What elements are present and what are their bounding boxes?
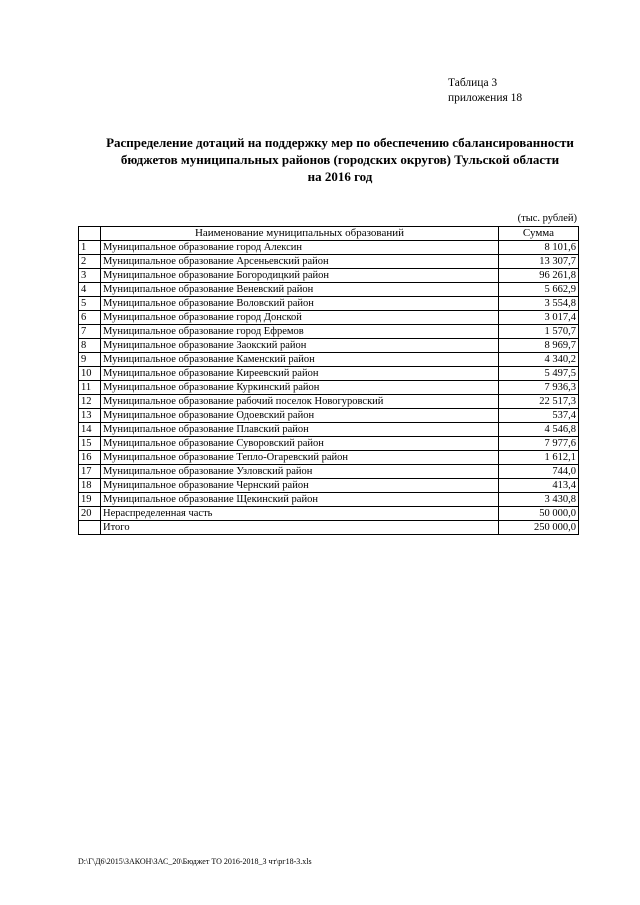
row-number: 18 [79, 479, 101, 493]
row-number: 11 [79, 381, 101, 395]
table-reference [448, 76, 578, 106]
row-number: 9 [79, 353, 101, 367]
row-name: Итого [101, 521, 499, 535]
file-path-footer: D:\Г\Д6\2015\ЗАКОН\ЗАС_20\Бюджет ТО 2016-2018_3 чт\рг18-3.xls [78, 857, 312, 866]
row-number: 17 [79, 465, 101, 479]
table-header-row [79, 227, 579, 241]
row-number: 16 [79, 451, 101, 465]
row-name: Муниципальное образование город Алексин [101, 241, 499, 255]
row-name: Муниципальное образование рабочий поселок Новогуровский [101, 395, 499, 409]
table-row [79, 409, 579, 423]
table-body [79, 241, 579, 535]
row-sum: 8 101,6 [499, 241, 579, 255]
row-number: 19 [79, 493, 101, 507]
row-name: Муниципальное образование Киреевский район [101, 367, 499, 381]
row-number: 6 [79, 311, 101, 325]
table-row [79, 325, 579, 339]
row-sum: 3 430,8 [499, 493, 579, 507]
row-sum: 413,4 [499, 479, 579, 493]
table-row [79, 507, 579, 521]
table-row [79, 367, 579, 381]
table-row [79, 521, 579, 535]
row-name: Муниципальное образование город Ефремов [101, 325, 499, 339]
title-line-2: бюджетов муниципальных районов (городских округов) Тульской области [120, 152, 560, 167]
row-name: Муниципальное образование Заокский район [101, 339, 499, 353]
row-number: 15 [79, 437, 101, 451]
row-number: 8 [79, 339, 101, 353]
row-sum: 96 261,8 [499, 269, 579, 283]
table-row [79, 311, 579, 325]
table-row [79, 423, 579, 437]
row-name: Муниципальное образование Одоевский район [101, 409, 499, 423]
row-sum: 13 307,7 [499, 255, 579, 269]
row-name: Муниципальное образование Щекинский район [101, 493, 499, 507]
table-row [79, 255, 579, 269]
row-name: Муниципальное образование Плавский район [101, 423, 499, 437]
row-name: Муниципальное образование Арсеньевский район [101, 255, 499, 269]
document-title [60, 134, 620, 185]
row-sum: 50 000,0 [499, 507, 579, 521]
table-row [79, 381, 579, 395]
row-sum: 3 017,4 [499, 311, 579, 325]
row-number: 7 [79, 325, 101, 339]
row-number: 3 [79, 269, 101, 283]
row-sum: 5 662,9 [499, 283, 579, 297]
row-sum: 8 969,7 [499, 339, 579, 353]
title-line-3: на 2016 год [307, 169, 373, 184]
row-name: Муниципальное образование Чернский район [101, 479, 499, 493]
table-row [79, 353, 579, 367]
row-sum: 744,0 [499, 465, 579, 479]
table-row [79, 437, 579, 451]
title-line-1: Распределение дотаций на поддержку мер по обеспечению сбалансированности [106, 135, 574, 150]
row-name: Муниципальное образование Тепло-Огаревский район [101, 451, 499, 465]
header-sum-cell: Сумма [499, 227, 579, 241]
table-row [79, 269, 579, 283]
appendix-label: приложения 18 [448, 92, 523, 104]
row-sum: 250 000,0 [499, 521, 579, 535]
row-number: 4 [79, 283, 101, 297]
row-name: Муниципальное образование Узловский район [101, 465, 499, 479]
row-name: Муниципальное образование Каменский район [101, 353, 499, 367]
row-number: 1 [79, 241, 101, 255]
row-number: 20 [79, 507, 101, 521]
row-sum: 22 517,3 [499, 395, 579, 409]
row-name: Муниципальное образование Воловский район [101, 297, 499, 311]
table-row [79, 339, 579, 353]
table-row [79, 283, 579, 297]
header-name-cell: Наименование муниципальных образований [101, 227, 499, 241]
subsidy-table [78, 226, 579, 535]
row-name: Муниципальное образование Богородицкий район [101, 269, 499, 283]
row-sum: 1 612,1 [499, 451, 579, 465]
row-name: Муниципальное образование город Донской [101, 311, 499, 325]
table-row [79, 451, 579, 465]
table-row [79, 297, 579, 311]
table-row [79, 395, 579, 409]
row-sum: 4 340,2 [499, 353, 579, 367]
row-name: Муниципальное образование Суворовский район [101, 437, 499, 451]
row-number [79, 521, 101, 535]
row-sum: 4 546,8 [499, 423, 579, 437]
row-number: 14 [79, 423, 101, 437]
row-sum: 1 570,7 [499, 325, 579, 339]
table-label: Таблица 3 [448, 77, 498, 89]
units-label: (тыс. рублей) [517, 213, 577, 224]
table-row [79, 493, 579, 507]
row-sum: 537,4 [499, 409, 579, 423]
row-name: Нераспределенная часть [101, 507, 499, 521]
row-sum: 5 497,5 [499, 367, 579, 381]
table-row [79, 465, 579, 479]
row-number: 10 [79, 367, 101, 381]
row-sum: 7 936,3 [499, 381, 579, 395]
table-row [79, 241, 579, 255]
row-number: 13 [79, 409, 101, 423]
row-number: 12 [79, 395, 101, 409]
row-sum: 3 554,8 [499, 297, 579, 311]
row-name: Муниципальное образование Куркинский район [101, 381, 499, 395]
table-row [79, 479, 579, 493]
header-num-cell [79, 227, 101, 241]
row-sum: 7 977,6 [499, 437, 579, 451]
row-number: 2 [79, 255, 101, 269]
row-number: 5 [79, 297, 101, 311]
row-name: Муниципальное образование Веневский район [101, 283, 499, 297]
